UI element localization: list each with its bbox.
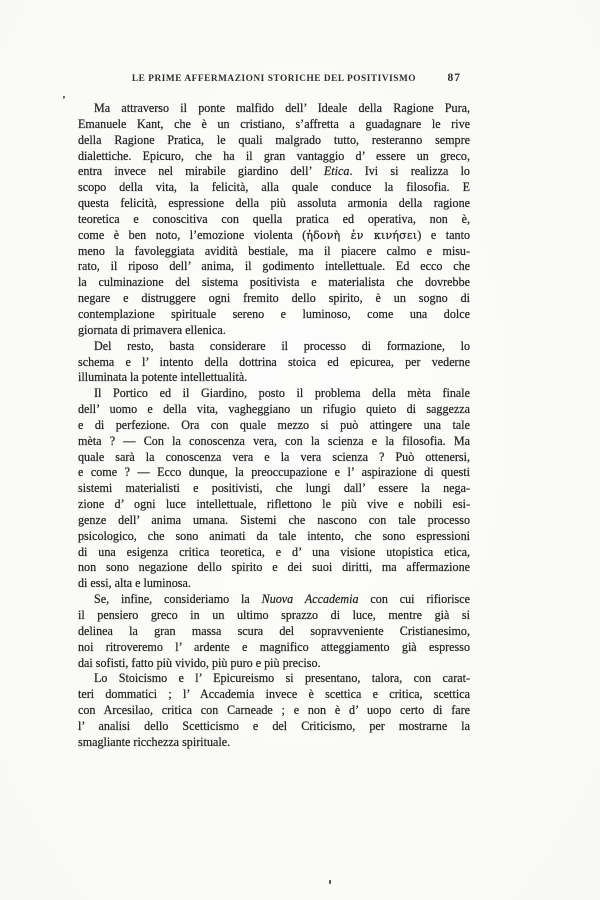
text-line (78, 149, 470, 165)
text-line (78, 481, 470, 497)
text-segment: non sono negazione dello spirito e dei suoi diritti, ma affermazione (78, 560, 470, 575)
text-segment: il pensiero greco in un ultimo sprazzo di luce, mentre già si (78, 608, 470, 622)
text-segment: rato, il riposo dell’ anima, il godimento intellettuale. Ed ecco che (78, 259, 470, 274)
text-segment: schema e l’ intento della dottrina stoica ed epicurea, per vederne (78, 354, 470, 369)
text-line (78, 719, 470, 735)
text-line (78, 545, 470, 561)
paragraph (78, 592, 470, 671)
text-segment: della Ragione Pratica, le quali malgrado tutto, resteranno sempre (78, 132, 470, 147)
text-line (78, 196, 470, 212)
text-segment: sistemi materialisti e positivisti, che lungi dall’ essere la nega- (78, 481, 470, 496)
text-segment: quale sarà la conoscenza vera e la vera scienza ? Può ottenersi, (78, 449, 470, 464)
text-line (78, 117, 470, 133)
text-line (78, 355, 470, 371)
text-line (78, 228, 470, 244)
text-segment: zione d’ ogni luce intellettuale, riflettono le più vive e nobili esi- (78, 497, 470, 512)
italic-term: Nuova Accademia (261, 592, 359, 607)
running-title: LE PRIME AFFERMAZIONI STORICHE DEL POSITIVISMO (131, 74, 417, 84)
text-segment: dai sofisti, fatto più vivido, più puro e più preciso. (78, 655, 321, 670)
text-line (78, 180, 470, 196)
text-segment: smagliante ricchezza spirituale. (78, 734, 231, 749)
text-segment: di una esigenza critica teoretica, e d’ una visione utopistica etica, (78, 544, 470, 559)
text-line (78, 307, 470, 323)
text-segment: di essi, alta e luminosa. (78, 576, 191, 591)
footer-speck-icon (329, 880, 331, 884)
text-segment: questa felicità, espressione della più assoluta armonia della ragione (78, 196, 470, 211)
text-segment: Ma attraverso il ponte malfido dell’ Ideale della Ragione Pura, (94, 101, 470, 115)
paragraph (78, 101, 470, 339)
text-segment: Emanuele Kant, che è un cristiano, s’affretta a guadagnare le rive (78, 116, 470, 131)
text-segment: dell’ uomo e della vita, vagheggiano un rifugio quieto di saggezza (78, 402, 470, 417)
text-segment: scopo della vita, la felicità, alla quale conduce la filosofia. E (78, 180, 470, 195)
text-line (78, 386, 470, 402)
text-segment: . Ivi si realizza lo (349, 164, 470, 179)
text-segment: negare e distruggere ogni fremito dello spirito, è un sogno di (78, 291, 470, 306)
text-line (78, 339, 470, 355)
text-line (78, 497, 470, 513)
text-line (78, 560, 470, 576)
text-line (78, 434, 470, 450)
text-segment: Del resto, basta considerare il processo di formazione, lo (94, 338, 470, 353)
text-segment: con Arcesilao, critica con Carneade ; e non è d’ uopo certo di fare (78, 703, 470, 718)
text-line (78, 133, 470, 149)
text-segment: Il Portico ed il Giardino, posto il problema della mèta finale (94, 386, 470, 401)
text-line (78, 450, 470, 466)
text-segment: l’ analisi dello Scetticismo e del Criticismo, per mostrarne la (78, 718, 470, 733)
margin-mark: ’ (62, 94, 66, 106)
text-line (78, 465, 470, 481)
text-block (78, 101, 470, 751)
text-line (78, 592, 470, 608)
text-segment: noi ritroveremo l’ ardente e magnifico atteggiamento già espresso (78, 639, 470, 654)
text-line (78, 164, 470, 180)
paragraph (78, 339, 470, 387)
text-line (78, 101, 470, 117)
text-segment: mèta ? — Con la conoscenza vera, con la scienza e la filosofia. Ma (78, 433, 470, 448)
text-segment: e come ? — Ecco dunque, la preoccupazione e l’ aspirazione di questi (78, 465, 470, 480)
text-segment: psicologico, che sono animati da tale intento, che sono espressioni (78, 528, 470, 543)
text-line (78, 291, 470, 307)
text-segment: giornata di primavera ellenica. (78, 322, 226, 337)
text-line (78, 640, 470, 656)
paragraph (78, 671, 470, 750)
page-number: 87 (447, 72, 461, 84)
text-segment: Lo Stoicismo e l’ Epicureismo si presentano, talora, con carat- (94, 671, 470, 686)
paragraph (78, 386, 470, 592)
text-line (78, 275, 470, 291)
text-segment: genze dell’ anima umana. Sistemi che nascono con tale processo (78, 512, 470, 527)
text-line (78, 212, 470, 228)
text-line (78, 529, 470, 545)
text-line (78, 513, 470, 529)
text-segment: Se, infine, consideriamo la (94, 592, 262, 607)
text-line (78, 244, 470, 260)
text-line (78, 402, 470, 418)
text-segment: illuminata la potente intellettualità. (78, 370, 248, 385)
text-segment: contemplazione spirituale sereno e luminoso, come una dolce (78, 306, 470, 321)
text-line (78, 624, 470, 640)
text-line (78, 608, 470, 624)
text-segment: e di perfezione. Ora con quale mezzo si può attingere una tale (78, 417, 470, 432)
text-segment: la culminazione del sistema positivista e materialista che dovrebbe (78, 275, 470, 290)
text-segment: ) e tanto (417, 227, 470, 242)
text-line (78, 418, 470, 434)
text-segment: delinea la gran massa scura del sopravveniente Cristianesimo, (78, 623, 470, 638)
text-line (78, 259, 470, 275)
italic-term: Etica (323, 164, 350, 179)
text-segment: con cui rifiorisce (358, 592, 470, 607)
page-header (78, 74, 470, 90)
text-segment: meno la favoleggiata avidità bestiale, ma il piacere calmo e misu- (78, 243, 470, 258)
text-line (78, 703, 470, 719)
text-line (78, 671, 470, 687)
text-segment: entra invece nel mirabile giardino dell’ (78, 164, 324, 179)
greek-phrase: ἡδονὴ ἐν κινήσει (306, 228, 418, 242)
text-segment: teoretica e conoscitiva con quella pratica ed operativa, non è, (78, 211, 470, 226)
text-segment: dialettiche. Epicuro, che ha il gran vantaggio d’ essere un greco, (78, 148, 470, 163)
text-line (78, 687, 470, 703)
text-segment: teri dommatici ; l’ Accademia invece è scettica e critica, scettica (78, 687, 470, 702)
text-segment: come è ben noto, l’emozione violenta ( (78, 227, 307, 242)
